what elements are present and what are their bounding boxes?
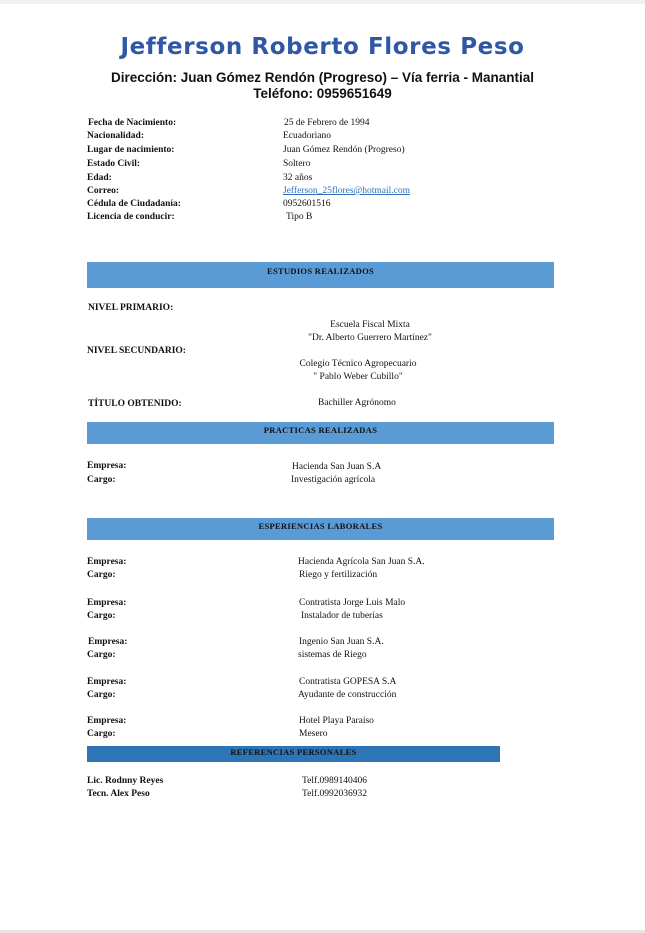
label-exp3-role: Cargo: [87,650,116,660]
section-title-practices: PRACTICAS REALIZADAS [263,425,378,435]
label-birthdate: Fecha de Nacimiento: [88,118,177,128]
value-degree: Bachiller Agrónomo [318,398,396,408]
label-exp5-role: Cargo: [87,729,116,739]
value-practice-company: Hacienda San Juan S.A [292,462,382,472]
value-exp4-role: Ayudante de construcción [298,690,397,700]
section-title-references: REFERENCIAS PERSONALES [230,747,357,757]
label-exp2-company: Empresa: [87,598,127,608]
value-exp4-company: Contratista GOPESA S.A [299,677,397,687]
secondary-school-name: Colegio Técnico Agropecuario [299,359,417,369]
secondary-school-name-2: " Pablo Weber Cubillo" [313,372,403,382]
section-bar-studies [87,262,554,288]
reference-name-1: Lic. Rodnny Reyes [87,776,164,786]
cv-name-title: Jefferson Roberto Flores Peso [120,34,525,60]
label-secondary-level: NIVEL SECUNDARIO: [87,346,186,356]
label-exp1-role: Cargo: [87,570,116,580]
primary-school-name: Escuela Fiscal Mixta [330,320,410,330]
primary-school-name-2: "Dr. Alberto Guerrero Martínez" [308,333,432,343]
page-top-edge [0,0,645,4]
label-exp5-company: Empresa: [87,716,127,726]
value-id-card: 0952601516 [283,199,331,209]
reference-phone-2: Telf.0992036932 [302,789,368,799]
label-primary-level: NIVEL PRIMARIO: [88,303,174,313]
label-civil-status: Estado Civil: [87,159,141,169]
value-exp1-company: Hacienda Agrícola San Juan S.A. [298,557,425,567]
label-age: Edad: [87,173,112,183]
phone-line: Teléfono: 0959651649 [253,86,392,101]
label-practice-role: Cargo: [87,475,116,485]
label-exp3-company: Empresa: [88,637,128,647]
value-civil-status: Soltero [283,159,311,169]
value-exp3-role: sistemas de Riego [298,650,367,660]
section-bar-practices [87,422,554,444]
value-exp2-company: Contratista Jorge Luis Malo [299,598,406,608]
label-nationality: Nacionalidad: [87,131,145,141]
value-practice-role: Investigación agrícola [291,475,376,485]
value-birthdate: 25 de Febrero de 1994 [284,118,370,128]
label-degree: TÍTULO OBTENIDO: [88,399,182,409]
label-exp1-company: Empresa: [87,557,127,567]
value-exp2-role: Instalador de tuberías [301,611,383,621]
address-line: Dirección: Juan Gómez Rendón (Progreso) – Vía ferria - Manantial [110,70,535,85]
email-link[interactable]: Jefferson_25flores@hotmail.com [283,186,411,196]
label-practice-company: Empresa: [87,461,127,471]
section-title-experience: ESPERIENCIAS LABORALES [258,521,383,531]
label-email: Correo: [87,186,120,196]
label-exp4-company: Empresa: [87,677,127,687]
value-exp1-role: Riego y fertilización [299,570,378,580]
label-id-card: Cédula de Ciudadanía: [87,199,181,209]
label-license: Licencia de conducir: [87,212,175,222]
value-nationality: Ecuadoriano [283,131,332,141]
section-bar-experience [87,518,554,540]
section-title-studies: ESTUDIOS REALIZADOS [266,266,375,276]
reference-phone-1: Telf.0989140406 [302,776,368,786]
value-exp5-company: Hotel Playa Paraíso [299,716,374,726]
label-birthplace: Lugar de nacimiento: [87,145,175,155]
label-exp2-role: Cargo: [87,611,116,621]
value-license: Tipo B [286,212,313,222]
section-bar-references [87,746,500,762]
value-age: 32 años [283,173,313,183]
value-exp5-role: Mesero [299,729,328,739]
value-exp3-company: Ingenio San Juan S.A. [299,637,384,647]
value-birthplace: Juan Gómez Rendón (Progreso) [283,145,405,155]
reference-name-2: Tecn. Alex Peso [87,789,150,799]
label-exp4-role: Cargo: [87,690,116,700]
